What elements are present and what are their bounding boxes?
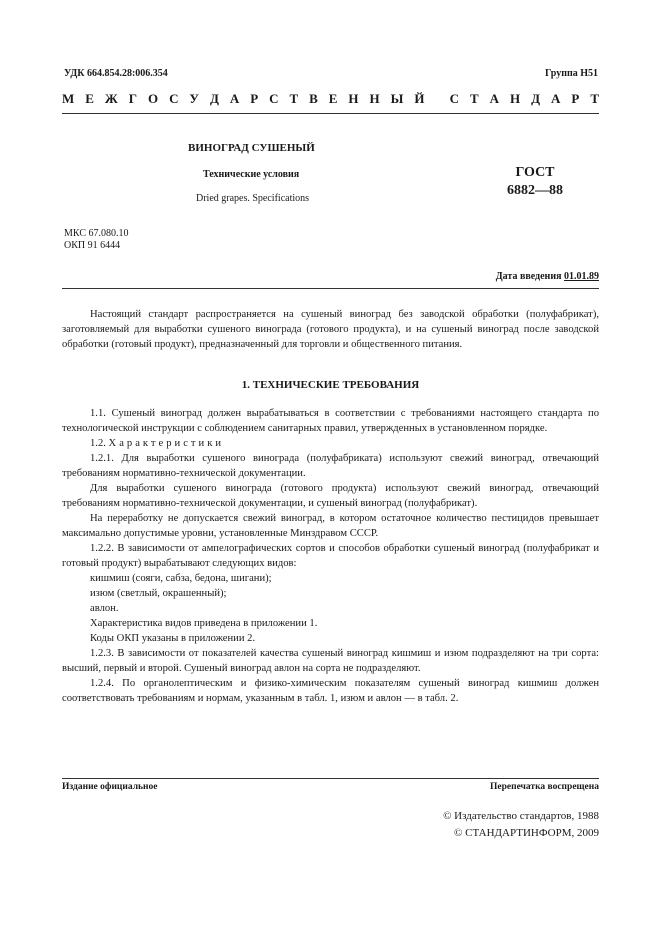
interstate-letter: Е xyxy=(85,91,94,106)
interstate-letter: С xyxy=(169,91,179,106)
okp-code: ОКП 91 6444 xyxy=(64,240,121,251)
document-title: ВИНОГРАД СУШЕНЫЙ xyxy=(188,142,315,154)
reprint-notice: Перепечатка воспрещена xyxy=(489,782,599,792)
para-1-2-1-b: Для выработки сушеного винограда (готового продукта) используют свежий виноград, отвечающий требованиям нормативно-технической документации, и сушеный виноград (полуфабрикат). xyxy=(62,483,599,509)
copyright-line-1: © Издательство стандартов, 1988 xyxy=(443,810,599,822)
effective-date-label: Дата введения xyxy=(495,271,562,282)
interstate-letter: Д xyxy=(209,91,219,106)
para-1-2-number: 1.2. xyxy=(90,438,106,449)
interstate-letter: Е xyxy=(328,91,338,106)
para-1-2 xyxy=(62,436,599,451)
interstate-letter: С xyxy=(449,91,460,106)
para-1-2-1: 1.2.1. Для выработки сушеного винограда (полуфабриката) используют свежий виноград, отвечающий требованиям нормативно-технической документации. xyxy=(62,453,599,479)
para-appendix-2: Коды ОКП указаны в приложении 2. xyxy=(90,633,256,644)
interstate-letter: М xyxy=(62,91,75,106)
interstate-letter: В xyxy=(309,91,318,106)
section-body xyxy=(62,406,599,706)
gost-designation xyxy=(500,164,570,200)
para-1-2-title: Характеристики xyxy=(108,438,225,449)
interstate-letter: Ж xyxy=(104,91,118,106)
interstate-letter: Ы xyxy=(390,91,404,106)
header-rule xyxy=(62,113,599,114)
interstate-letter: Р xyxy=(571,91,580,106)
interstate-letter: Н xyxy=(369,91,380,106)
classification-codes xyxy=(64,228,128,252)
para-1-2-3: 1.2.3. В зависимости от показателей качества сушеный виноград кишмиш и изюм подразделяют на три сорта: высший, первый и второй. Сушеный виноград авлон на сорта не подразделяют. xyxy=(62,648,599,674)
copyright-block xyxy=(443,808,599,842)
intro-paragraph xyxy=(62,307,599,352)
para-1-2-2: 1.2.2. В зависимости от ампелографических сортов и способов обработки сушеный виноград (полуфабрикат и готовый продукт) вырабатывают следующих видов: xyxy=(62,543,599,569)
para-1-2-4: 1.2.4. По органолептическим и физико-химическим показателям сушеный виноград кишмиш должен соответствовать требованиям и нормам, указанным в табл. 1, изюм и авлон — в табл. 2. xyxy=(62,678,599,704)
interstate-letter xyxy=(435,91,438,107)
list-item: кишмиш (сояги, сабза, бедона, шигани); xyxy=(90,573,272,584)
intro-text: Настоящий стандарт распространяется на сушеный виноград без заводской обработки (полуфабрикат), заготовляемый для выработки сушеного винограда (готового продукта), и на сушеный виноград после заводской обработки (готовый продукт), предназначенный для торговли и общественного питания. xyxy=(62,309,599,350)
gost-label: ГОСТ xyxy=(515,165,555,180)
official-edition: Издание официальное xyxy=(62,782,158,792)
para-appendix-1: Характеристика видов приведена в приложении 1. xyxy=(90,618,318,629)
effective-date-value: 01.01.89 xyxy=(564,271,599,282)
list-item: авлон. xyxy=(90,603,119,614)
interstate-letter: Й xyxy=(414,91,425,106)
english-title: Dried grapes. Specifications xyxy=(196,193,310,204)
gost-number: 6882—88 xyxy=(507,183,563,198)
para-1-1: 1.1. Сушеный виноград должен вырабатываться в соответствии с требованиями настоящего стандарта по технологической инструкции с соблюдением санитарных правил, утвержденных в установленном порядке. xyxy=(62,408,599,434)
interstate-letter: А xyxy=(229,91,240,106)
group-code: Группа Н51 xyxy=(545,68,598,79)
mks-code: МКС 67.080.10 xyxy=(64,228,129,239)
interstate-standard-heading xyxy=(62,91,599,107)
date-rule xyxy=(62,288,599,289)
interstate-letter: Р xyxy=(250,91,259,106)
interstate-letter: Н xyxy=(348,91,359,106)
interstate-letter: Д xyxy=(531,91,541,106)
interstate-letter: А xyxy=(551,91,561,106)
udk-code: УДК 664.854.28:006.354 xyxy=(64,68,168,79)
copyright-line-2: © СТАНДАРТИНФОРМ, 2009 xyxy=(454,827,599,839)
interstate-letter: Т xyxy=(470,91,479,106)
footer-rule xyxy=(62,778,599,779)
section-heading: 1. ТЕХНИЧЕСКИЕ ТРЕБОВАНИЯ xyxy=(241,379,420,391)
interstate-letter: Т xyxy=(590,91,599,106)
interstate-letter: О xyxy=(147,91,159,106)
interstate-letter: У xyxy=(189,91,199,106)
interstate-letter: А xyxy=(489,91,500,106)
interstate-letter: Н xyxy=(510,91,521,106)
list-item: изюм (светлый, окрашенный); xyxy=(90,588,227,599)
interstate-letter: Т xyxy=(289,91,299,106)
effective-date xyxy=(496,271,599,282)
document-subtitle: Технические условия xyxy=(203,169,300,180)
interstate-letter: Г xyxy=(128,91,137,106)
para-1-2-1-c: На переработку не допускается свежий виноград, в котором остаточное количество пестицидов превышает максимально допустимые уровни, установленные Минздравом СССР. xyxy=(62,513,599,539)
interstate-letter: С xyxy=(269,91,279,106)
